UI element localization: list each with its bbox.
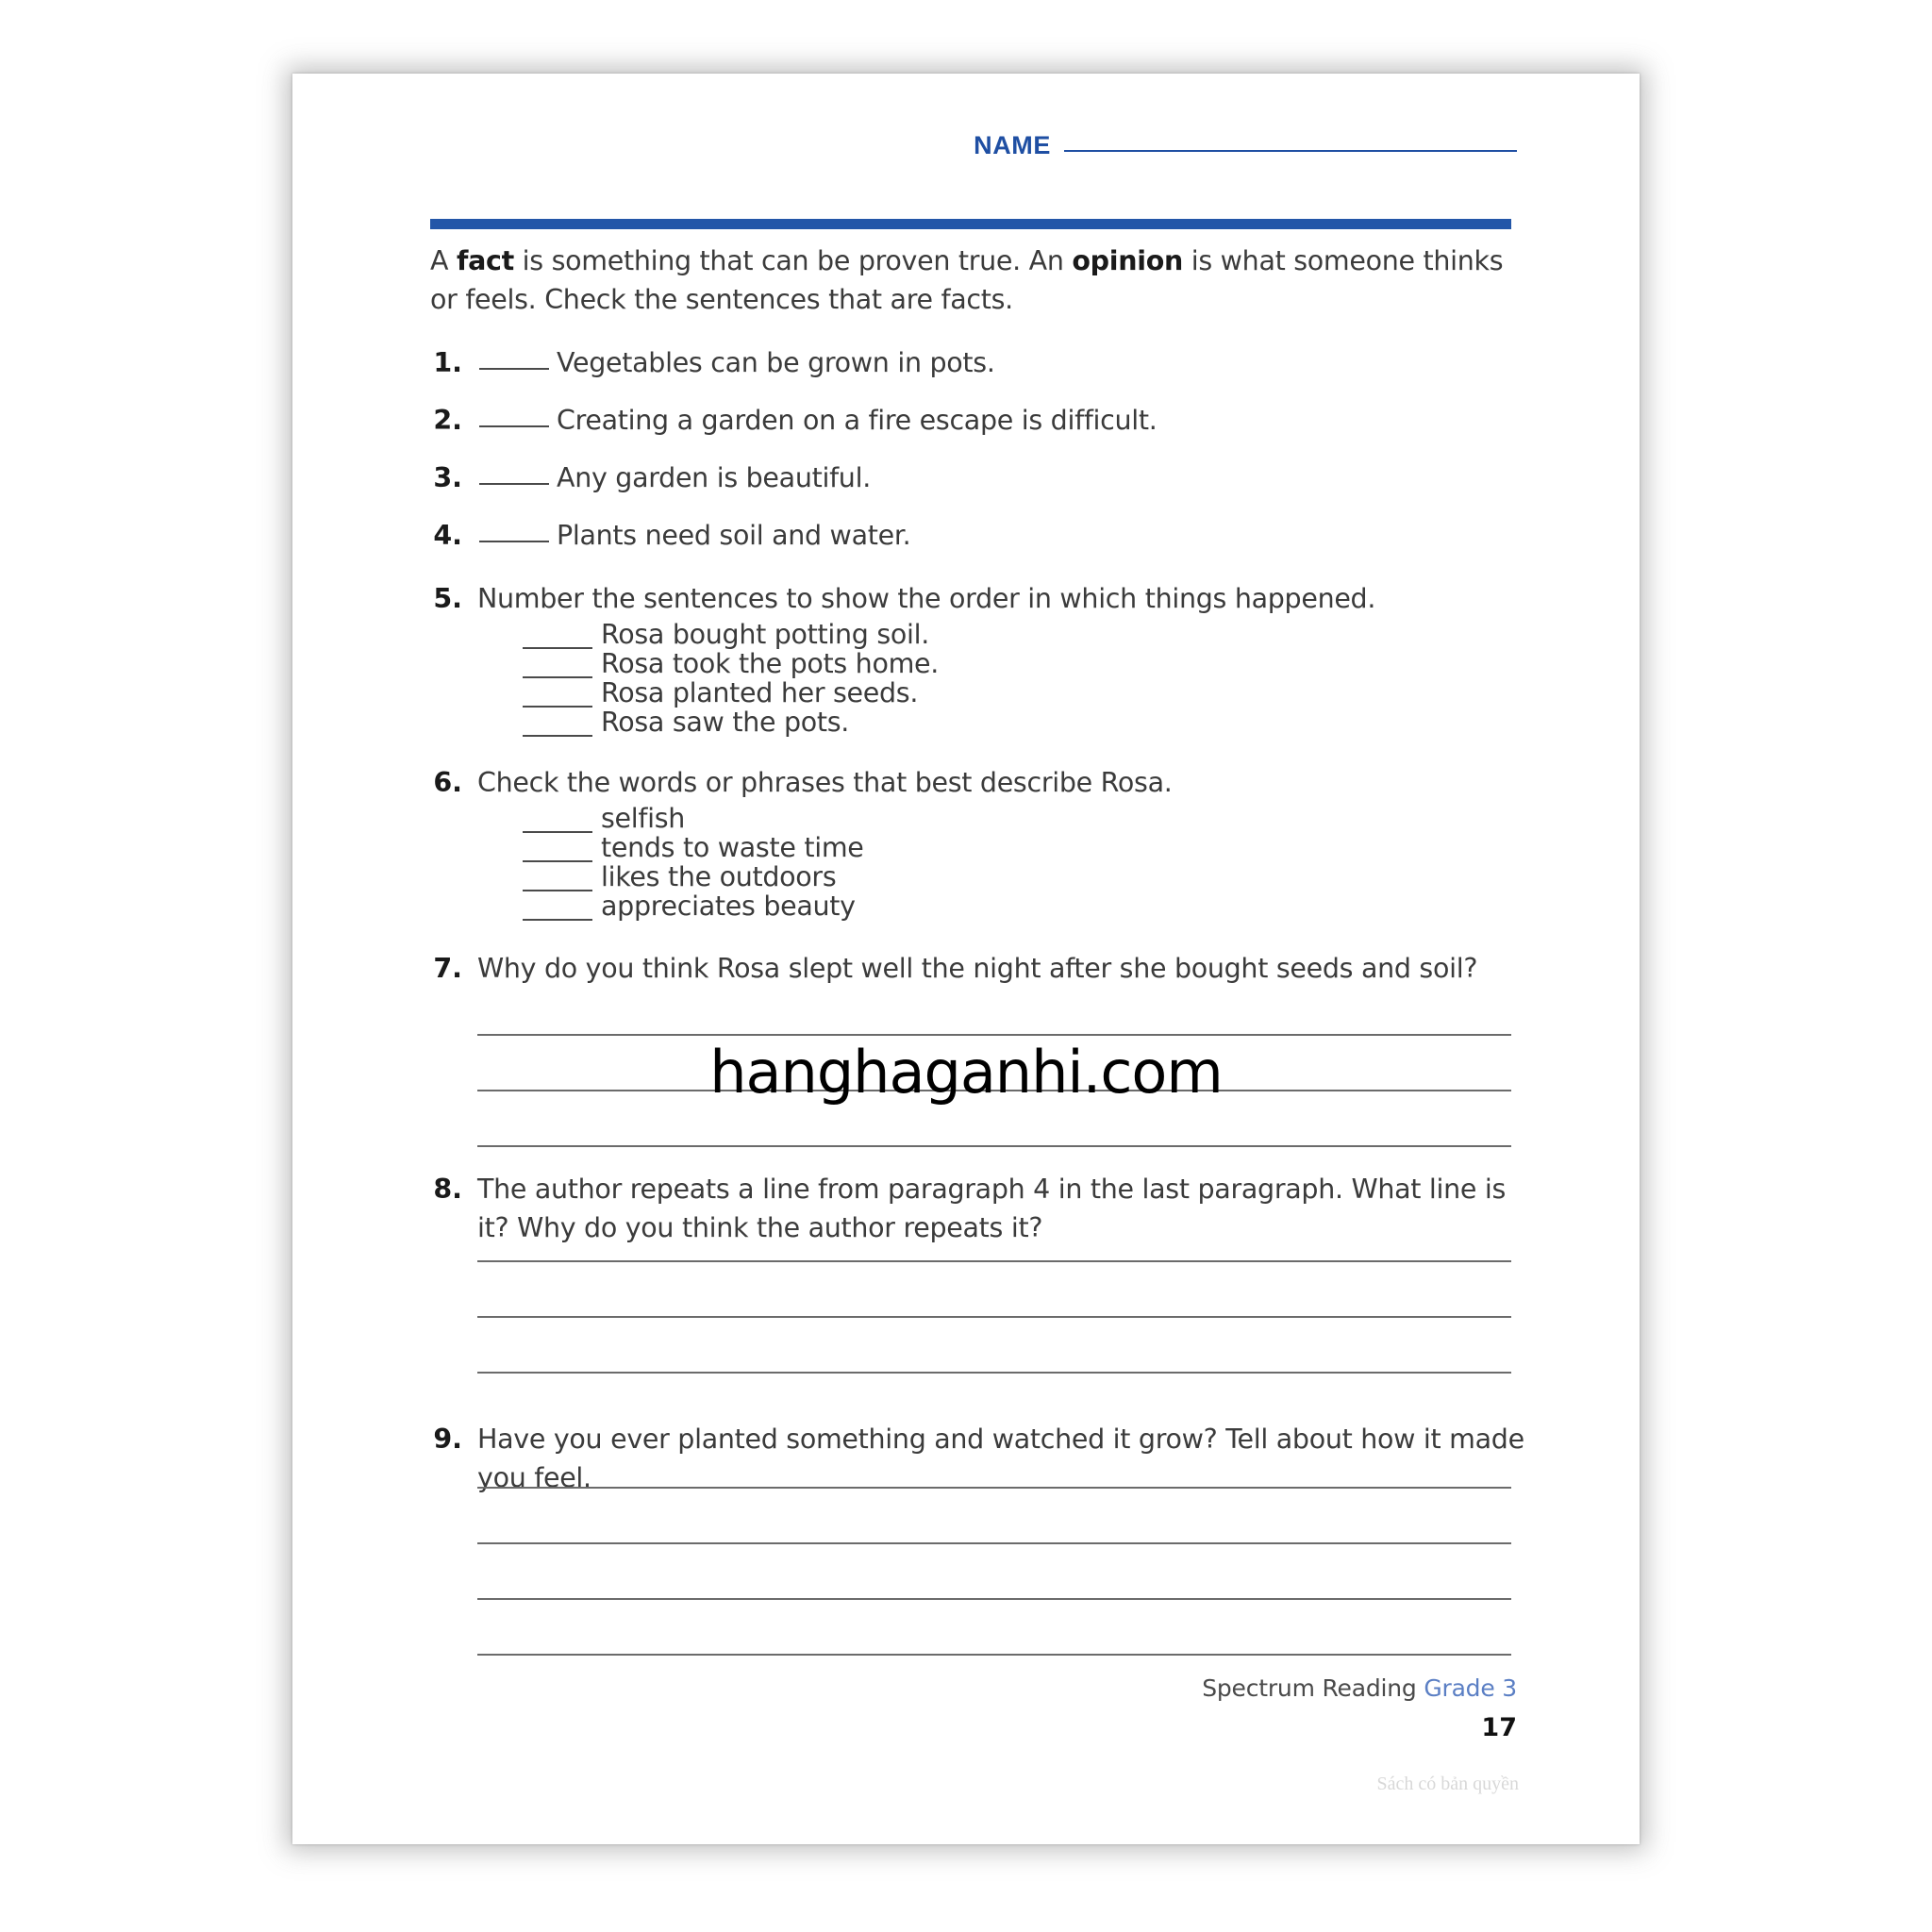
answer-line[interactable] — [477, 1316, 1511, 1318]
list-item-label: Rosa took the pots home. — [601, 648, 940, 679]
question-3 — [430, 458, 1524, 497]
list-item-label: Rosa planted her seeds. — [601, 677, 919, 708]
list-item — [523, 678, 1524, 708]
worksheet-body — [430, 242, 1524, 1497]
copyright-note: Sách có bản quyền — [1376, 1774, 1519, 1794]
question-text: Why do you think Rosa slept well the night after she bought seeds and soil? — [477, 953, 1478, 984]
page-footer — [1202, 1674, 1517, 1742]
question-text — [477, 763, 1524, 921]
site-watermark: hanghaganhi.com — [709, 1038, 1223, 1107]
name-header-row — [292, 123, 1640, 168]
answer-line[interactable] — [477, 1372, 1511, 1374]
question-number: 1. — [433, 347, 462, 378]
footer-series-line — [1202, 1674, 1517, 1702]
question-text — [477, 516, 1524, 555]
answer-line[interactable] — [477, 1034, 1511, 1036]
question-number: 7. — [433, 953, 462, 984]
name-label: NAME — [974, 130, 1051, 159]
question-text — [477, 343, 1524, 382]
question-statement: Number the sentences to show the order in which things happened. — [477, 583, 1376, 614]
ordering-sublist — [477, 620, 1524, 737]
answer-blank[interactable] — [523, 808, 592, 833]
list-item — [523, 891, 1524, 921]
question-text — [477, 401, 1524, 440]
blue-divider-bar — [430, 219, 1511, 229]
question-statement: Any garden is beautiful. — [557, 462, 871, 493]
question-text: Have you ever planted something and watched it grow? Tell about how it made you feel. — [477, 1424, 1524, 1493]
question-4 — [430, 516, 1524, 555]
answer-line[interactable] — [477, 1487, 1511, 1489]
answer-line[interactable] — [477, 1145, 1511, 1147]
list-item-label: appreciates beauty — [601, 891, 856, 922]
answer-blank[interactable] — [523, 654, 592, 678]
question-number: 2. — [433, 405, 462, 436]
intro-bold-opinion: opinion — [1072, 245, 1183, 276]
list-item-label: Rosa saw the pots. — [601, 707, 850, 738]
list-item — [523, 620, 1524, 649]
question-number: 8. — [433, 1174, 462, 1205]
answer-line[interactable] — [477, 1542, 1511, 1544]
answer-blank[interactable] — [479, 516, 549, 542]
describe-sublist — [477, 804, 1524, 921]
intro-prefix: A — [430, 245, 457, 276]
footer-grade: Grade 3 — [1424, 1674, 1517, 1702]
question-text: The author repeats a line from paragraph 4 in the last paragraph. What line is it? Why do you think the author repeats it? — [477, 1174, 1507, 1243]
answer-blank[interactable] — [479, 343, 549, 370]
answer-blank[interactable] — [523, 625, 592, 649]
intro-bold-fact: fact — [456, 245, 514, 276]
answer-line[interactable] — [477, 1260, 1511, 1262]
page-content — [292, 74, 1640, 1844]
list-item-label: selfish — [601, 803, 686, 834]
intro-suffix: is what someone thinks or feels. Check the sentences that are facts. — [430, 245, 1504, 315]
question-statement: Vegetables can be grown in pots. — [557, 347, 995, 378]
list-item — [523, 833, 1524, 862]
worksheet-page — [292, 74, 1640, 1844]
question-number: 9. — [433, 1424, 462, 1455]
question-6 — [430, 763, 1524, 921]
question-number: 5. — [433, 583, 462, 614]
intro-middle: is something that can be proven true. An — [513, 245, 1073, 276]
intro-paragraph — [430, 242, 1524, 319]
question-number: 3. — [433, 462, 462, 493]
question-5 — [430, 579, 1524, 737]
question-1 — [430, 343, 1524, 382]
list-item-label: Rosa bought potting soil. — [601, 619, 929, 650]
name-write-in-line[interactable] — [1064, 150, 1517, 152]
answer-line[interactable] — [477, 1598, 1511, 1600]
list-item — [523, 708, 1524, 737]
answer-blank[interactable] — [523, 896, 592, 921]
list-item — [523, 862, 1524, 891]
list-item-label: tends to waste time — [601, 832, 864, 863]
question-text — [477, 458, 1524, 497]
question-statement: Creating a garden on a fire escape is difficult. — [557, 405, 1158, 436]
question-statement: Check the words or phrases that best describe Rosa. — [477, 767, 1173, 798]
answer-line[interactable] — [477, 1090, 1511, 1091]
page-number: 17 — [1481, 1713, 1517, 1742]
answer-blank[interactable] — [523, 867, 592, 891]
list-item-label: likes the outdoors — [601, 861, 837, 892]
question-9 — [430, 1420, 1524, 1497]
footer-series: Spectrum Reading — [1202, 1674, 1417, 1702]
list-item — [523, 804, 1524, 833]
list-item — [523, 649, 1524, 678]
answer-blank[interactable] — [523, 838, 592, 862]
answer-blank[interactable] — [479, 458, 549, 485]
question-7 — [430, 949, 1524, 988]
answer-blank[interactable] — [479, 401, 549, 427]
question-text — [477, 579, 1524, 737]
question-number: 6. — [433, 767, 462, 798]
answer-blank[interactable] — [523, 712, 592, 737]
question-2 — [430, 401, 1524, 440]
answer-line[interactable] — [477, 1654, 1511, 1656]
question-8 — [430, 1170, 1524, 1247]
question-statement: Plants need soil and water. — [557, 520, 911, 551]
answer-blank[interactable] — [523, 683, 592, 708]
question-number: 4. — [433, 520, 462, 551]
